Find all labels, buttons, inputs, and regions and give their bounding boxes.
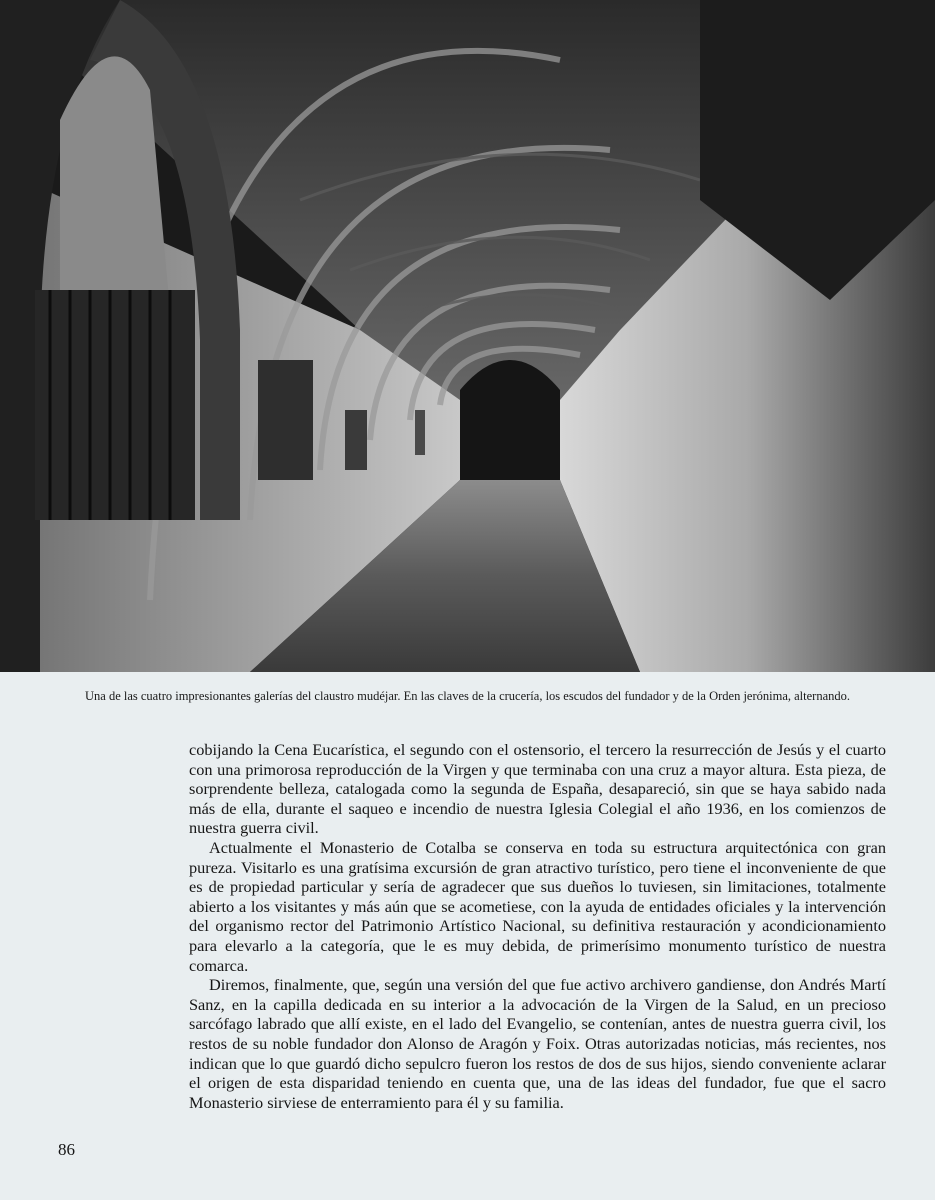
photo-caption: Una de las cuatro impresionantes galerías del claustro mudéjar. En las claves de la crucería, los escudos del fundador y de la Orden jerónima, alternando. [85,689,850,703]
article-body [189,740,886,1112]
paragraph-3: Diremos, finalmente, que, según una versión del que fue activo archivero gandiense, don Andrés Martí Sanz, en la capilla dedicada en su interior a la advocación de la Virgen de la Salud, en un precioso sarcófago labrado que allí existe, en el lado del Evangelio, se contenían, antes de nuestra guerra civil, los restos de su noble fundador don Alonso de Aragón y Foix. Otras autorizadas noticias, más recientes, nos indican que lo que guardó dicho sepulcro fueron los restos de dos de sus hijos, siendo conveniente aclarar el origen de esta disparidad teniendo en cuenta que, una de las ideas del fundador, fue que el sacro Monasterio sirviese de enterramiento para él y su familia. [189,975,886,1112]
paragraph-1: cobijando la Cena Eucarística, el segundo con el ostensorio, el tercero la resurrección de Jesús y el cuarto con una primorosa reproducción de la Virgen y que terminaba con una cruz a mayor altura. Esta pieza, de sorprendente belleza, catalogada como la segunda de España, desapareció, sin que se haya sabido nada más de ella, durante el saqueo e incendio de nuestra Iglesia Colegial el año 1936, en los comienzos de nuestra guerra civil. [189,740,886,838]
window-grille [35,290,195,520]
paragraph-2: Actualmente el Monasterio de Cotalba se conserva en toda su estructura arquitectónica con gran pureza. Visitarlo es una gratísima excursión de gran atractivo turístico, pero tiene el inconveniente de que es de propiedad particular y sería de agradecer que sus dueños lo tuviesen, sin limitaciones, totalmente abierto a los visitantes y más aún que se acometiese, con la ayuda de entidades oficiales y la intervención del organismo rector del Patrimonio Artístico Nacional, su definitiva restauración y acondicionamiento para elevarlo a la categoría, que le es muy debida, de primerísimo monumento turístico de nuestra comarca. [189,837,886,975]
page-number: 86 [58,1140,75,1159]
